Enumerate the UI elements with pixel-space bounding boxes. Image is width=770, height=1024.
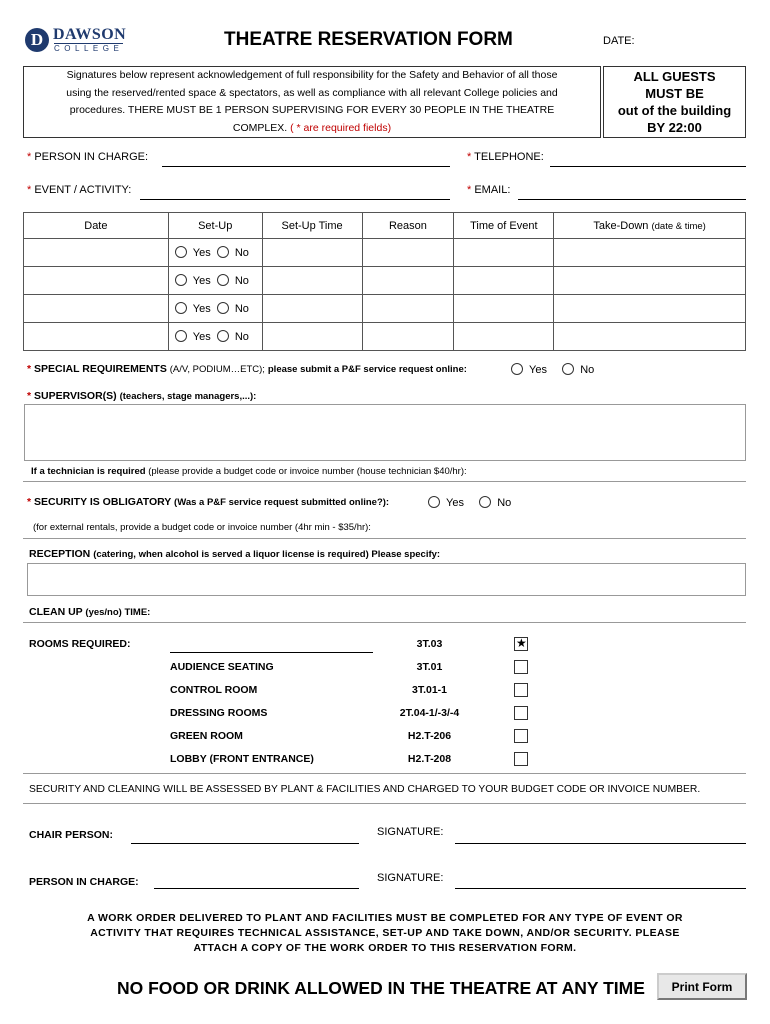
supervisor-textarea[interactable] [24, 404, 746, 461]
table-header-row [24, 213, 746, 239]
takedown-cell[interactable] [554, 323, 746, 351]
security-no-label: No [497, 497, 512, 509]
takedown-note: (date & time) [651, 220, 706, 232]
takedown-cell[interactable] [554, 295, 746, 323]
person-in-charge-field[interactable] [162, 166, 450, 167]
cleanup-paren: (yes/no) TIME: [85, 607, 151, 618]
divider [23, 481, 746, 482]
reception-paren: (catering, when alcohol is served a liquor license is required) Please specify: [93, 549, 441, 560]
special-yes-radio[interactable] [511, 363, 523, 375]
header-reason: Reason [362, 213, 454, 239]
date-cell[interactable] [24, 295, 169, 323]
special-yes-label: Yes [529, 364, 547, 376]
notice-line-4: COMPLEX. [232, 121, 288, 134]
room-code: H2.T-208 [407, 753, 452, 765]
notice-line-3: procedures. THERE MUST BE 1 PERSON SUPERVISING FOR EVERY 30 PEOPLE IN THE THEATRE [69, 104, 555, 116]
date-label: DATE: [603, 35, 635, 47]
security-yes-radio[interactable] [428, 496, 440, 508]
event-time-cell[interactable] [454, 267, 554, 295]
work-order-notice [20, 911, 750, 956]
date-cell[interactable] [24, 239, 169, 267]
room-name: AUDIENCE SEATING [170, 661, 274, 673]
logo-emblem: D [25, 28, 49, 52]
setup-cell: Yes No [168, 295, 262, 323]
guests-line-3: out of the building [617, 103, 732, 118]
room-checkbox-lobby[interactable] [514, 752, 528, 766]
header-setup: Set-Up [168, 213, 262, 239]
date-field[interactable] [640, 47, 745, 48]
reception-input[interactable] [27, 563, 746, 596]
room-checkbox-control-room[interactable] [514, 683, 528, 697]
guests-line-1: ALL GUESTS [633, 69, 716, 84]
security-radio-group [428, 496, 511, 509]
cleanup-label: CLEAN UP (yes/no) TIME: [29, 606, 151, 618]
event-time-cell[interactable] [454, 239, 554, 267]
person-in-charge-label: * PERSON IN CHARGE: [27, 151, 149, 163]
required-note: ( * are required fields) [290, 121, 392, 134]
room-code: H2.T-206 [407, 730, 452, 742]
print-form-button[interactable]: Print Form [657, 973, 747, 1000]
special-requirements-row: * SPECIAL REQUIREMENTS (A/V, PODIUM…ETC); please submit a P&F service request online: [27, 363, 467, 375]
takedown-cell[interactable] [554, 239, 746, 267]
room-checkbox-audience-seating[interactable] [514, 660, 528, 674]
security-note: (for external rentals, provide a budget code or invoice number (4hr min - $35/hr): [33, 522, 371, 533]
room-code: 2T.04-1/-3/-4 [399, 707, 460, 719]
divider [23, 538, 746, 539]
setup-time-cell[interactable] [262, 267, 362, 295]
setup-no-radio[interactable] [217, 302, 229, 314]
special-paren: (A/V, PODIUM…ETC); [169, 364, 265, 375]
rooms-field[interactable] [170, 652, 373, 653]
special-radio-group [511, 363, 594, 376]
room-code: 3T.01 [416, 661, 443, 673]
room-code: 3T.01-1 [411, 684, 448, 696]
guests-line-2: MUST BE [645, 86, 704, 101]
table-row [24, 267, 746, 295]
guests-line-4: BY 22:00 [647, 120, 702, 135]
security-label: * SECURITY IS OBLIGATORY (Was a P&F service request submitted online?): [27, 496, 390, 508]
email-label: * EMAIL: [467, 184, 511, 196]
assessment-note: SECURITY AND CLEANING WILL BE ASSESSED BY PLANT & FACILITIES AND CHARGED TO YOUR BUDGET CODE OR INVOICE NUMBER. [29, 784, 701, 795]
setup-cell: Yes No [168, 239, 262, 267]
setup-no-radio[interactable] [217, 246, 229, 258]
guests-box [603, 66, 746, 138]
person-signature-field[interactable] [455, 888, 746, 889]
room-checkbox-dressing-rooms[interactable] [514, 706, 528, 720]
technician-note: If a technician is required (please provide a budget code or invoice number (house technician $40/hr): [31, 466, 467, 477]
setup-yes-radio[interactable] [175, 330, 187, 342]
security-yes-label: Yes [446, 497, 464, 509]
setup-yes-radio[interactable] [175, 246, 187, 258]
page-title: THEATRE RESERVATION FORM [224, 29, 513, 50]
person-signature-label: SIGNATURE: [377, 872, 444, 884]
header-date: Date [24, 213, 169, 239]
dawson-logo [25, 26, 130, 56]
takedown-cell[interactable] [554, 267, 746, 295]
chair-person-label: CHAIR PERSON: [29, 829, 114, 841]
reason-cell[interactable] [362, 323, 454, 351]
room-name: DRESSING ROOMS [170, 707, 268, 719]
work-order-line-2: ACTIVITY THAT REQUIRES TECHNICAL ASSISTANCE, SET-UP AND TAKE DOWN, AND/OR SECURITY. PLEASE [90, 927, 680, 939]
special-no-radio[interactable] [562, 363, 574, 375]
date-cell[interactable] [24, 323, 169, 351]
notice-box [23, 66, 601, 138]
setup-time-cell[interactable] [262, 295, 362, 323]
setup-yes-radio[interactable] [175, 274, 187, 286]
table-row [24, 295, 746, 323]
reception-label: RECEPTION (catering, when alcohol is served a liquor license is required) Please specify: [29, 548, 441, 560]
notice-line-2: using the reserved/rented space & spectators, as well as compliance with all relevant College policies and [66, 86, 558, 99]
logo-name: DAWSON [53, 26, 127, 43]
reason-cell[interactable] [362, 239, 454, 267]
room-checkbox-green-room[interactable] [514, 729, 528, 743]
event-time-cell[interactable] [454, 295, 554, 323]
notice-line-1: Signatures below represent acknowledgement of full responsibility for the Safety and Behavior of all those [66, 69, 558, 81]
setup-time-cell[interactable] [262, 323, 362, 351]
chair-signature-label: SIGNATURE: [377, 826, 444, 838]
logo-sub: COLLEGE [54, 44, 124, 53]
email-field[interactable] [518, 199, 746, 200]
special-no-label: No [580, 364, 595, 376]
special-rest: please submit a P&F service request online: [267, 364, 467, 375]
rooms-label: ROOMS REQUIRED: [29, 638, 131, 650]
chair-person-field[interactable] [131, 843, 359, 844]
divider [23, 803, 746, 804]
schedule-table [23, 212, 746, 351]
table-row [24, 239, 746, 267]
event-time-cell[interactable] [454, 323, 554, 351]
setup-no-radio[interactable] [217, 274, 229, 286]
no-food-notice: NO FOOD OR DRINK ALLOWED IN THE THEATRE AT ANY TIME [117, 978, 645, 998]
date-cell[interactable] [24, 267, 169, 295]
table-row [24, 323, 746, 351]
reason-cell[interactable] [362, 267, 454, 295]
setup-cell: Yes No [168, 267, 262, 295]
setup-cell: Yes No [168, 323, 262, 351]
person-in-charge-text: PERSON IN CHARGE: [31, 151, 149, 163]
event-activity-label: * EVENT / ACTIVITY: [27, 184, 132, 196]
person-in-charge-sig-name-field[interactable] [154, 888, 359, 889]
header-time-of-event: Time of Event [454, 213, 554, 239]
setup-yes-radio[interactable] [175, 302, 187, 314]
telephone-label: * TELEPHONE: [467, 151, 544, 163]
divider [23, 773, 746, 774]
telephone-field[interactable] [550, 166, 746, 167]
setup-no-radio[interactable] [217, 330, 229, 342]
header-setup-time: Set-Up Time [262, 213, 362, 239]
person-in-charge-sig-label: PERSON IN CHARGE: [29, 876, 139, 888]
room-code: 3T.03 [416, 638, 443, 650]
security-no-radio[interactable] [479, 496, 491, 508]
supervisor-label: * SUPERVISOR(S) (teachers, stage managers,...): [27, 390, 257, 402]
work-order-line-1: A WORK ORDER DELIVERED TO PLANT AND FACILITIES MUST BE COMPLETED FOR ANY TYPE OF EVENT OR [87, 912, 683, 924]
chair-signature-field[interactable] [455, 843, 746, 844]
room-checkbox-3t03[interactable] [514, 637, 528, 651]
divider [23, 622, 746, 623]
room-name: GREEN ROOM [170, 730, 243, 742]
security-paren: (Was a P&F service request submitted online?): [174, 497, 390, 508]
setup-time-cell[interactable] [262, 239, 362, 267]
room-name: CONTROL ROOM [170, 684, 258, 696]
reason-cell[interactable] [362, 295, 454, 323]
work-order-line-3: ATTACH A COPY OF THE WORK ORDER TO THIS RESERVATION FORM. [193, 942, 577, 954]
room-name: LOBBY (FRONT ENTRANCE) [170, 753, 314, 765]
header-take-down: Take-Down (date & time) [554, 213, 746, 239]
supervisor-paren: (teachers, stage managers,...): [119, 391, 257, 402]
event-activity-field[interactable] [140, 199, 450, 200]
